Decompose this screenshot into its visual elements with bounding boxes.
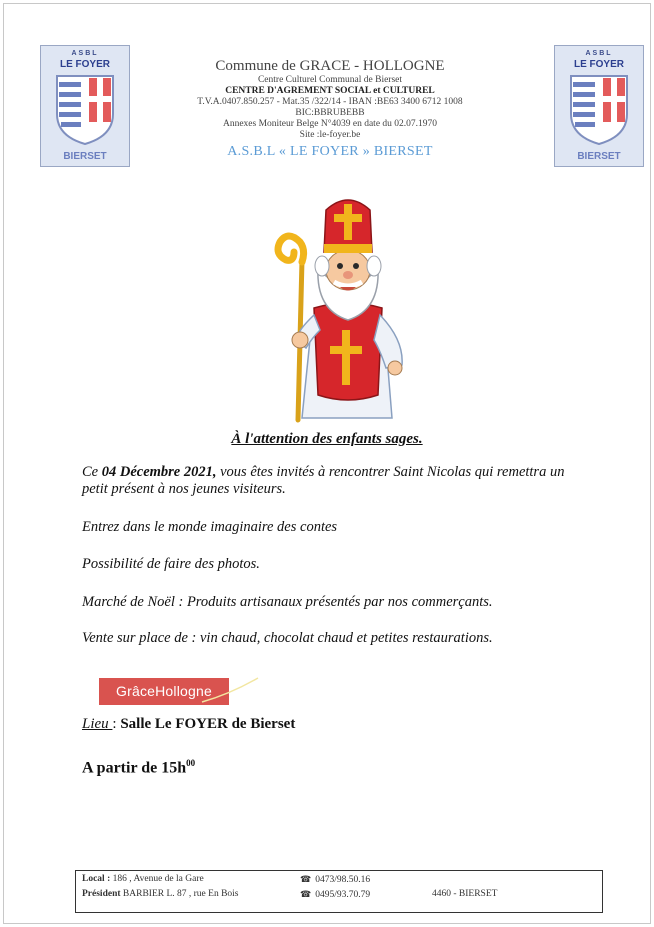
swoosh-icon [200, 676, 260, 706]
phone1: 0473/98.50.16 [315, 875, 371, 885]
phone-president [300, 889, 370, 900]
grace-hollogne-logo: GrâceHollogne [99, 678, 229, 705]
asbl-logo-right [554, 45, 644, 167]
phone2: 0495/93.70.79 [315, 890, 371, 900]
start-time [82, 758, 195, 777]
lieu-line [82, 716, 295, 733]
paragraph-vente: Vente sur place de : vin chaud, chocolat chaud et petites restaurations. [82, 630, 493, 646]
time-sup: 00 [186, 758, 196, 768]
president-address [82, 889, 239, 899]
contact-footer [75, 870, 603, 913]
logo-town: BIERSET [63, 151, 107, 162]
lieu-sep: : [112, 716, 121, 732]
footer-row-local [80, 874, 598, 888]
bic-line: BIC:BBRUBEBB [295, 108, 365, 119]
president-label: Président [82, 889, 121, 899]
centre-line: Centre Culturel Communal de Bierset [257, 75, 403, 86]
logo-town: BIERSET [577, 151, 621, 162]
tva-line: T.V.A.0407.850.257 - Mat.35 /322/14 - IBAN :BE63 3400 6712 1008 [197, 97, 463, 108]
paragraph-date [82, 464, 592, 498]
time-text: A partir de 15h [82, 759, 187, 777]
commune-title: Commune de GRACE - HOLLOGNE [215, 58, 445, 74]
local-address [82, 874, 204, 884]
lieu-label: Lieu [82, 716, 113, 732]
paragraph-contes: Entrez dans le monde imaginaire des contes [82, 519, 338, 535]
p1-rest: vous êtes invités à rencontrer Saint Nicolas qui remettra un petit présent à nos jeunes visiteurs. [82, 464, 565, 497]
annexes-line: Annexes Moniteur Belge N°4039 en date du 02.07.1970 [222, 118, 438, 129]
lieu-value: Salle Le FOYER de Bierset [120, 716, 296, 732]
asbl-title: A.S.B.L « LE FOYER » BIERSET [227, 143, 433, 159]
phone-icon: ☎ [300, 874, 312, 884]
local-label: Local : [82, 874, 111, 884]
local-value: 186 , Avenue de la Gare [110, 874, 204, 884]
paragraph-marche: Marché de Noël : Produits artisanaux présentés par nos commerçants. [82, 594, 493, 610]
p1-prefix: Ce [82, 464, 102, 480]
footer-row-president [80, 889, 598, 903]
phone-icon: ☎ [300, 889, 312, 899]
event-date: 04 Décembre 2021, [101, 464, 217, 480]
city: 4460 - BIERSET [432, 889, 498, 899]
shield-icon [569, 74, 629, 146]
site-line: Site :le-foyer.be [299, 129, 361, 140]
logo-abbr: ASBL [71, 50, 99, 57]
letterhead [140, 58, 520, 160]
logo-abbr: ASBL [585, 50, 613, 57]
logo-name: LE FOYER [573, 59, 624, 70]
shield-icon [55, 74, 115, 146]
centre-upper-line: CENTRE D'AGREMENT SOCIAL et CULTUREL [225, 86, 435, 97]
attention-heading: À l'attention des enfants sages. [231, 431, 423, 447]
phone-local [300, 874, 370, 885]
saint-nicolas-illustration [262, 190, 412, 425]
paragraph-photos: Possibilité de faire des photos. [82, 556, 260, 572]
logo-name: LE FOYER [59, 59, 110, 70]
president-value: BARBIER L. 87 , rue En Bois [120, 889, 239, 899]
asbl-logo-left [40, 45, 130, 167]
